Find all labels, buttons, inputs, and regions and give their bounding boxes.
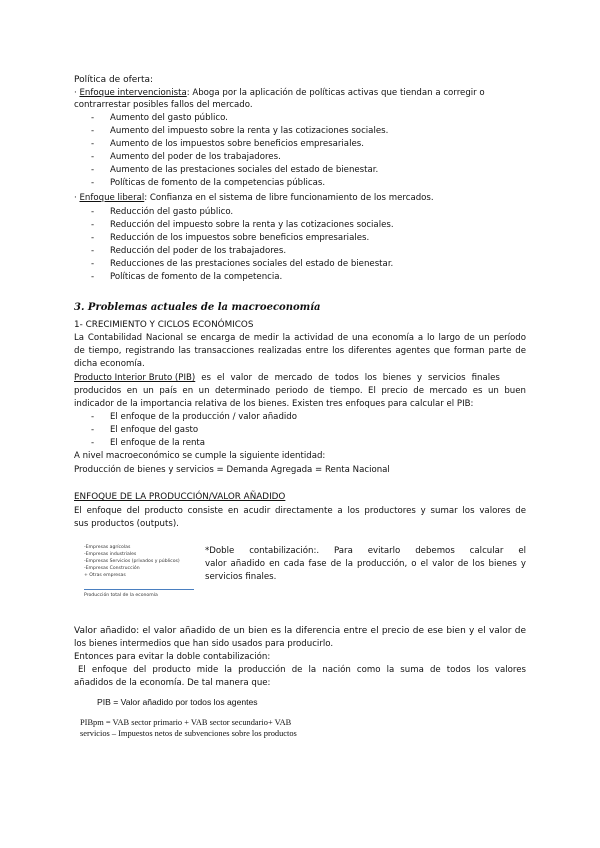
list-dash: -: [91, 425, 95, 435]
note-line: *Doble contabilización:. Para evitarlo debemos calcular el: [205, 546, 526, 556]
figure-total: Producción total de la economía: [84, 593, 158, 598]
list-dash: -: [91, 113, 95, 123]
figure-line: + Otras empresas: [84, 573, 126, 578]
paragraph-line: dicha economía.: [74, 359, 145, 369]
figure-line: -Empresas Construcción: [84, 566, 140, 571]
list-dash: -: [91, 178, 95, 188]
paragraph-line: Valor añadido: el valor añadido de un bien es la diferencia entre el precio de ese bien y el valor de: [74, 626, 526, 636]
list-dash: -: [91, 139, 95, 149]
oferta-title: Política de oferta:: [74, 75, 154, 85]
list-dash: -: [91, 246, 95, 256]
list-dash: -: [91, 412, 95, 422]
paragraph-line: El enfoque del producto consiste en acudir directamente a los productores y sumar los valores de: [74, 506, 526, 516]
list-item: Aumento de las prestaciones sociales del estado de bienestar.: [110, 165, 379, 175]
paragraph-line: producidos en un país en un determinado periodo de tiempo. El precio de mercado es un buen: [74, 386, 526, 396]
figure-line: -Empresas industriales: [84, 552, 137, 557]
paragraph-line: indicador de la importancia relativa de los bienes. Existen tres enfoques para calcular el PIB:: [74, 399, 474, 409]
list-dash: -: [91, 259, 95, 269]
paragraph-line: La Contabilidad Nacional se encarga de medir la actividad de una economía a lo largo de un período: [74, 333, 526, 343]
pib-formula: PIB = Valor añadido por todos los agentes: [97, 697, 258, 707]
list-item: Aumento del gasto público.: [110, 113, 228, 123]
liberal-line: [74, 193, 434, 204]
bullet: ·: [74, 193, 77, 203]
paragraph-line: Entonces para evitar la doble contabilización:: [74, 652, 271, 662]
list-item: Reducción del poder de los trabajadores.: [110, 246, 287, 256]
list-dash: -: [91, 438, 95, 448]
list-item: Aumento del impuesto sobre la renta y las cotizaciones sociales.: [110, 126, 389, 136]
intervencionista-line-2: contrarrestar posibles fallos del mercado.: [74, 100, 253, 110]
list-item: El enfoque de la producción / valor añadido: [110, 412, 298, 422]
paragraph-line: sus productos (outputs).: [74, 519, 179, 529]
list-item: Reducción del gasto público.: [110, 207, 234, 217]
list-dash: -: [91, 220, 95, 230]
figure-line: -Empresas Servicios (privados y públicos): [84, 559, 180, 564]
figure-sum-line: [84, 589, 194, 590]
note-line: valor añadido en cada fase de la producción, o el valor de los bienes y: [205, 559, 526, 569]
note-line: servicios finales.: [205, 572, 277, 582]
pibpm-formula-line-1: PIBpm = VAB sector primario + VAB sector secundario+ VAB: [80, 718, 292, 727]
list-item: El enfoque de la renta: [110, 438, 206, 448]
list-item: Aumento del poder de los trabajadores.: [110, 152, 281, 162]
list-dash: -: [91, 165, 95, 175]
pib-text: es el valor de mercado de todos los bienes y servicios finales: [195, 373, 500, 383]
list-item: Reducción de los impuestos sobre beneficios empresariales.: [110, 233, 370, 243]
list-item: El enfoque del gasto: [110, 425, 199, 435]
list-dash: -: [91, 272, 95, 282]
bullet: ·: [74, 88, 77, 98]
production-figure: [80, 540, 198, 604]
list-dash: -: [91, 233, 95, 243]
paragraph-line: los bienes intermedios que han sido usados para producirlo.: [74, 639, 334, 649]
liberal-term: Enfoque liberal: [79, 193, 145, 203]
produccion-heading: ENFOQUE DE LA PRODUCCIÓN/VALOR AÑADIDO: [74, 492, 286, 502]
identity: Producción de bienes y servicios = Demanda Agregada = Renta Nacional: [74, 465, 390, 475]
list-item: Políticas de fomento de la competencias públicas.: [110, 178, 326, 188]
list-item: Políticas de fomento de la competencia.: [110, 272, 283, 282]
figure-line: -Empresas agrícolas: [84, 545, 131, 550]
paragraph-line: de tiempo, registrando las transacciones realizadas entre los diferentes agentes que forman parte de: [74, 346, 526, 356]
paragraph-line: El enfoque del producto mide la producción de la nación como la suma de todos los valores: [78, 665, 526, 675]
intervencionista-text: : Aboga por la aplicación de políticas activas que tiendan a corregir o: [186, 88, 485, 98]
list-dash: -: [91, 207, 95, 217]
list-item: Aumento de los impuestos sobre beneficios empresariales.: [110, 139, 364, 149]
list-item: Reducción del impuesto sobre la renta y las cotizaciones sociales.: [110, 220, 394, 230]
section-subheading: 1- CRECIMIENTO Y CICLOS ECONÓMICOS: [74, 320, 254, 330]
pib-term: Producto Interior Bruto (PIB): [74, 373, 196, 383]
intervencionista-term: Enfoque intervencionista: [79, 88, 187, 98]
identity-intro: A nivel macroeconómico se cumple la siguiente identidad:: [74, 451, 326, 461]
pib-definition-line-1: [74, 373, 526, 384]
list-dash: -: [91, 126, 95, 136]
liberal-text: : Confianza en el sistema de libre funcionamiento de los mercados.: [144, 193, 434, 203]
paragraph-line: añadidos de la economía. De tal manera que:: [74, 678, 271, 688]
list-item: Reducciones de las prestaciones sociales del estado de bienestar.: [110, 259, 394, 269]
pibpm-formula-line-2: servicios – Impuestos netos de subvenciones sobre los productos: [80, 729, 297, 738]
intervencionista-line-1: [74, 88, 485, 99]
list-dash: -: [91, 152, 95, 162]
section-heading: 3. Problemas actuales de la macroeconomía: [74, 302, 321, 313]
